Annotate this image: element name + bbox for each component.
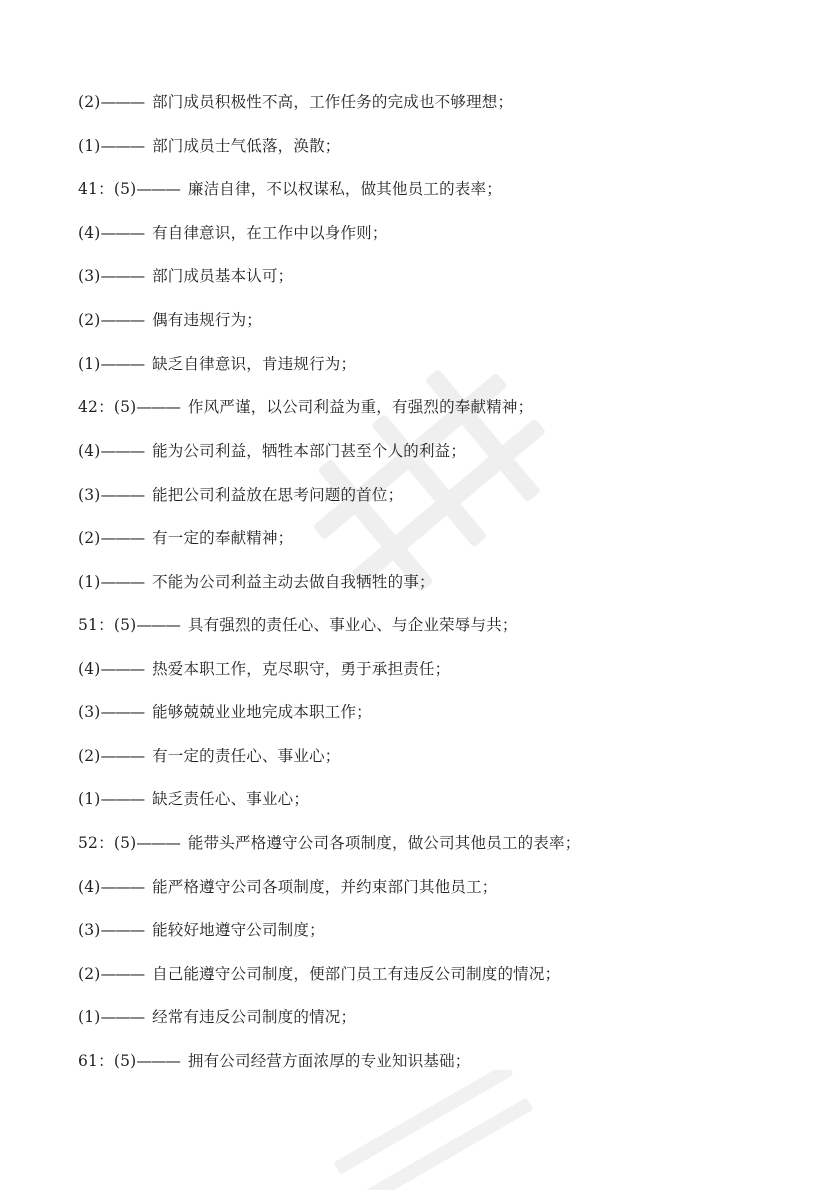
criteria-text: 拥有公司经营方面浓厚的专业知识基础； xyxy=(187,1052,471,1070)
criteria-line xyxy=(78,88,513,116)
em-dash-separator: ——— xyxy=(100,573,145,591)
criteria-text: 有自律意识，在工作中以身作则； xyxy=(152,224,388,242)
criteria-text: 部门成员积极性不高，工作任务的完成也不够理想； xyxy=(152,93,514,111)
criteria-text: 能严格遵守公司各项制度，并约束部门其他员工； xyxy=(152,878,498,896)
em-dash-separator: ——— xyxy=(136,180,180,198)
criteria-text: 能带头严格遵守公司各项制度，做公司其他员工的表率； xyxy=(187,834,581,852)
criteria-line xyxy=(78,655,450,683)
item-number: (1) xyxy=(78,1008,101,1026)
criteria-line xyxy=(78,306,262,334)
criteria-line xyxy=(78,960,560,988)
item-number: (2) xyxy=(78,965,101,983)
criteria-text: 缺乏责任心、事业心； xyxy=(152,790,310,808)
criteria-text: 缺乏自律意识，肯违规行为； xyxy=(152,355,357,373)
criteria-line xyxy=(78,262,293,290)
criteria-line xyxy=(78,829,580,857)
criteria-line xyxy=(78,742,340,770)
item-number: (4) xyxy=(78,878,101,896)
criteria-text: 具有强烈的责任心、事业心、与企业荣辱与共； xyxy=(187,616,518,634)
item-number: (2) xyxy=(78,747,101,765)
em-dash-separator: ——— xyxy=(100,703,145,721)
criteria-text: 自己能遵守公司制度，便部门员工有违反公司制度的情况； xyxy=(152,965,561,983)
em-dash-separator: ——— xyxy=(136,1052,180,1070)
em-dash-separator: ——— xyxy=(100,529,145,547)
item-number: (4) xyxy=(78,660,101,678)
criteria-text: 不能为公司利益主动去做自我牺牲的事； xyxy=(152,573,435,591)
criteria-line xyxy=(78,568,435,596)
criteria-line xyxy=(78,132,340,160)
em-dash-separator: ——— xyxy=(136,616,180,634)
criteria-line xyxy=(78,1003,356,1031)
criteria-text: 部门成员士气低落，涣散； xyxy=(152,137,341,155)
criteria-line xyxy=(78,481,403,509)
criteria-line xyxy=(78,437,466,465)
em-dash-separator: ——— xyxy=(100,660,145,678)
item-number: (1) xyxy=(78,790,101,808)
item-number: (4) xyxy=(78,224,101,242)
item-number: (4) xyxy=(78,442,101,460)
em-dash-separator: ——— xyxy=(100,965,145,983)
em-dash-separator: ——— xyxy=(100,747,145,765)
criteria-line xyxy=(78,393,533,421)
criteria-text: 经常有违反公司制度的情况； xyxy=(152,1008,357,1026)
criteria-text: 能够兢兢业业地完成本职工作； xyxy=(152,703,372,721)
em-dash-separator: ——— xyxy=(100,1008,145,1026)
criteria-text: 能较好地遵守公司制度； xyxy=(152,921,325,939)
item-number: (2) xyxy=(78,311,101,329)
criteria-line xyxy=(78,219,388,247)
criteria-line xyxy=(78,524,293,552)
em-dash-separator: ——— xyxy=(100,921,145,939)
item-number: 42：(5) xyxy=(78,398,137,416)
item-number: (1) xyxy=(78,355,101,373)
item-number: (2) xyxy=(78,529,101,547)
criteria-line xyxy=(78,698,372,726)
item-number: (3) xyxy=(78,921,101,939)
em-dash-separator: ——— xyxy=(136,398,180,416)
em-dash-separator: ——— xyxy=(100,93,145,111)
criteria-line xyxy=(78,785,309,813)
criteria-text: 有一定的奉献精神； xyxy=(152,529,294,547)
criteria-line xyxy=(78,916,325,944)
em-dash-separator: ——— xyxy=(100,878,145,896)
criteria-text: 作风严谨，以公司利益为重，有强烈的奉献精神； xyxy=(187,398,534,416)
em-dash-separator: ——— xyxy=(100,267,145,285)
criteria-text: 能为公司利益，牺牲本部门甚至个人的利益； xyxy=(152,442,467,460)
criteria-text: 偶有违规行为； xyxy=(152,311,262,329)
em-dash-separator: ——— xyxy=(100,137,145,155)
em-dash-separator: ——— xyxy=(100,355,145,373)
item-number: 41：(5) xyxy=(78,180,137,198)
item-number: (3) xyxy=(78,486,101,504)
item-number: (1) xyxy=(78,573,101,591)
criteria-text: 热爱本职工作，克尽职守，勇于承担责任； xyxy=(152,660,451,678)
item-number: (2) xyxy=(78,93,101,111)
criteria-line xyxy=(78,1047,471,1075)
em-dash-separator: ——— xyxy=(100,311,145,329)
criteria-line xyxy=(78,611,518,639)
em-dash-separator: ——— xyxy=(100,790,145,808)
criteria-text: 有一定的责任心、事业心； xyxy=(152,747,341,765)
criteria-line xyxy=(78,873,497,901)
item-number: 52：(5) xyxy=(78,834,137,852)
item-number: 51：(5) xyxy=(78,616,137,634)
criteria-text: 部门成员基本认可； xyxy=(152,267,294,285)
em-dash-separator: ——— xyxy=(100,224,145,242)
item-number: (3) xyxy=(78,703,101,721)
em-dash-separator: ——— xyxy=(136,834,180,852)
em-dash-separator: ——— xyxy=(100,442,145,460)
item-number: (1) xyxy=(78,137,101,155)
em-dash-separator: ——— xyxy=(100,486,145,504)
criteria-text: 能把公司利益放在思考问题的首位； xyxy=(152,486,404,504)
criteria-line xyxy=(78,350,356,378)
watermark-logo-bottom xyxy=(300,1070,560,1190)
criteria-line xyxy=(78,175,502,203)
criteria-text: 廉洁自律，不以权谋私，做其他员工的表率； xyxy=(187,180,502,198)
item-number: 61：(5) xyxy=(78,1052,137,1070)
item-number: (3) xyxy=(78,267,101,285)
